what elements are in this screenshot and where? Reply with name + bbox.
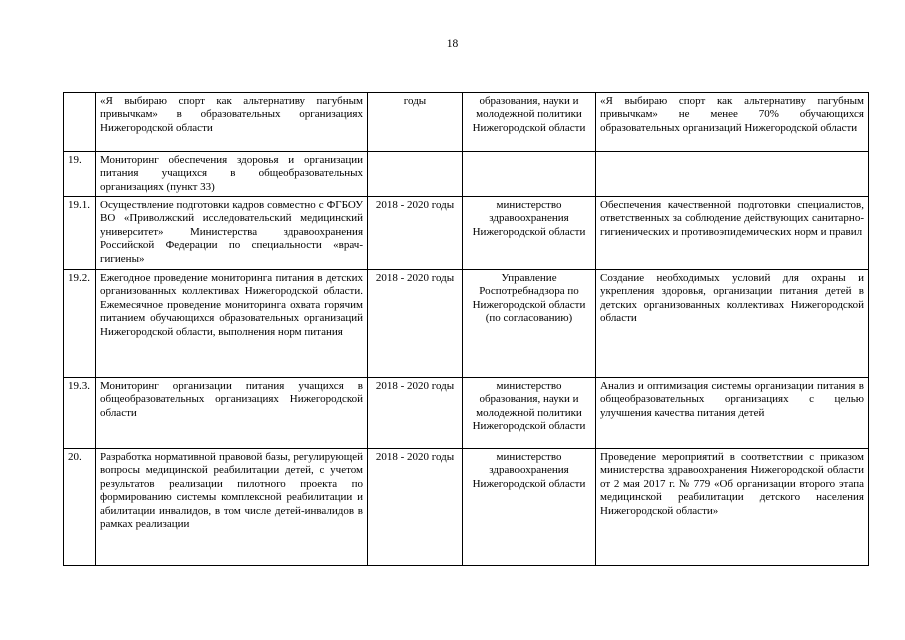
term-cell: 2018 - 2020 годы bbox=[368, 449, 463, 566]
executor-cell: Управление Роспотребнадзора по Нижегородской области (по согласованию) bbox=[463, 270, 596, 378]
row-number: 20. bbox=[64, 449, 96, 566]
table-row bbox=[64, 197, 869, 270]
activity-cell: Разработка нормативной правовой базы, регулирующей вопросы медицинской реабилитации детей, с учетом результатов реализации пилотного проекта по формированию системы комплексной реабилитации и абилитации инвалидов, в том числе детей-инвалидов в рамках реализации bbox=[96, 449, 368, 566]
activity-cell: Мониторинг организации питания учащихся в общеобразовательных организациях Нижегородской области bbox=[96, 378, 368, 449]
executor-cell bbox=[463, 152, 596, 197]
term-cell: годы bbox=[368, 93, 463, 152]
result-cell bbox=[596, 152, 869, 197]
activity-cell: «Я выбираю спорт как альтернативу пагубным привычкам» в образовательных организациях Нижегородской области bbox=[96, 93, 368, 152]
row-number: 19.1. bbox=[64, 197, 96, 270]
row-number: 19.3. bbox=[64, 378, 96, 449]
term-cell: 2018 - 2020 годы bbox=[368, 378, 463, 449]
executor-cell: образования, науки и молодежной политики Нижегородской области bbox=[463, 93, 596, 152]
table-row bbox=[64, 270, 869, 378]
executor-cell: министерство здравоохранения Нижегородской области bbox=[463, 449, 596, 566]
table-row bbox=[64, 152, 869, 197]
term-cell: 2018 - 2020 годы bbox=[368, 197, 463, 270]
page-number: 18 bbox=[446, 38, 459, 50]
executor-cell: министерство здравоохранения Нижегородской области bbox=[463, 197, 596, 270]
row-number bbox=[64, 93, 96, 152]
table-row bbox=[64, 378, 869, 449]
executor-cell: министерство образования, науки и молодежной политики Нижегородской области bbox=[463, 378, 596, 449]
table-row bbox=[64, 449, 869, 566]
activity-cell: Осуществление подготовки кадров совместно с ФГБОУ ВО «Приволжский исследовательский медицинский университет» Министерства здравоохранения Российской Федерации по специальности «врач-гигиены» bbox=[96, 197, 368, 270]
activity-cell: Ежегодное проведение мониторинга питания в детских организованных коллективах Нижегородской области. Ежемесячное проведение мониторинга охвата горячим питанием обучающихся образовательных организаций Нижегородской области, выполнения норм питания bbox=[96, 270, 368, 378]
activity-cell: Мониторинг обеспечения здоровья и организации питания учащихся в общеобразовательных организациях (пункт 33) bbox=[96, 152, 368, 197]
result-cell: «Я выбираю спорт как альтернативу пагубным привычкам» не менее 70% обучающихся образовательных организаций Нижегородской области bbox=[596, 93, 869, 152]
result-cell: Обеспечения качественной подготовки специалистов, ответственных за соблюдение действующих санитарно-гигиенических и противоэпидемических норм и правил bbox=[596, 197, 869, 270]
row-number: 19. bbox=[64, 152, 96, 197]
result-cell: Создание необходимых условий для охраны и укрепления здоровья, организации питания детей в детских организованных коллективах Нижегородской области bbox=[596, 270, 869, 378]
row-number: 19.2. bbox=[64, 270, 96, 378]
result-cell: Проведение мероприятий в соответствии с приказом министерства здравоохранения Нижегородской области от 2 мая 2017 г. № 779 «Об организации второго этапа медицинской реабилитации детского населения Нижегородской области» bbox=[596, 449, 869, 566]
table-row bbox=[64, 93, 869, 152]
activities-table bbox=[63, 92, 869, 566]
term-cell bbox=[368, 152, 463, 197]
term-cell: 2018 - 2020 годы bbox=[368, 270, 463, 378]
result-cell: Анализ и оптимизация системы организации питания в общеобразовательных организациях с целью улучшения качества питания детей bbox=[596, 378, 869, 449]
